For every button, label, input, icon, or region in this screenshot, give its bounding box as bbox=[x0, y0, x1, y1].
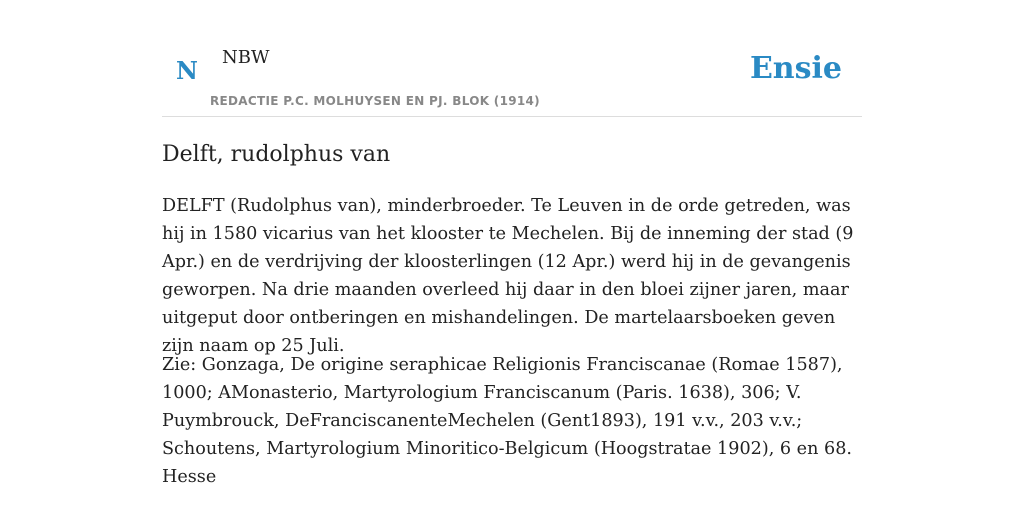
source-header bbox=[162, 0, 862, 117]
source-subtitle: REDACTIE P.C. MOLHUYSEN EN PJ. BLOK (1914) bbox=[210, 94, 540, 108]
entry-paragraph: DELFT (Rudolphus van), minderbroeder. Te Leuven in de orde getreden, was hij in 1580 vicarius van het klooster te Mechelen. Bij de inneming der stad (9 Apr.) en de verdrijving der kloosterlingen (12 Apr.) werd hij in de gevangenis geworpen. Na drie maanden overleed hij daar in den bloei zijner jaren, maar uitgeput door ontberingen en mishandelingen. De martelaarsboeken geven zijn naam op 25 Juli. bbox=[162, 196, 854, 356]
entry-references: Zie: Gonzaga, De origine seraphicae Religionis Franciscanae (Romae 1587), 1000; AMonasterio, Martyrologium Franciscanum (Paris. 1638), 306; V. Puymbrouck, DeFranciscanenteMechelen (Gent1893), 191 v.v., 203 v.v.; Schoutens, Martyrologium Minoritico-Belgicum (Hoogstratae 1902), 6 en 68. Hesse bbox=[162, 355, 852, 487]
source-title[interactable]: NBW bbox=[222, 47, 270, 68]
source-logo[interactable]: N bbox=[176, 56, 198, 85]
brand-logo-link[interactable]: Ensie bbox=[749, 51, 842, 86]
entry-title: Delft, rudolphus van bbox=[162, 142, 391, 167]
